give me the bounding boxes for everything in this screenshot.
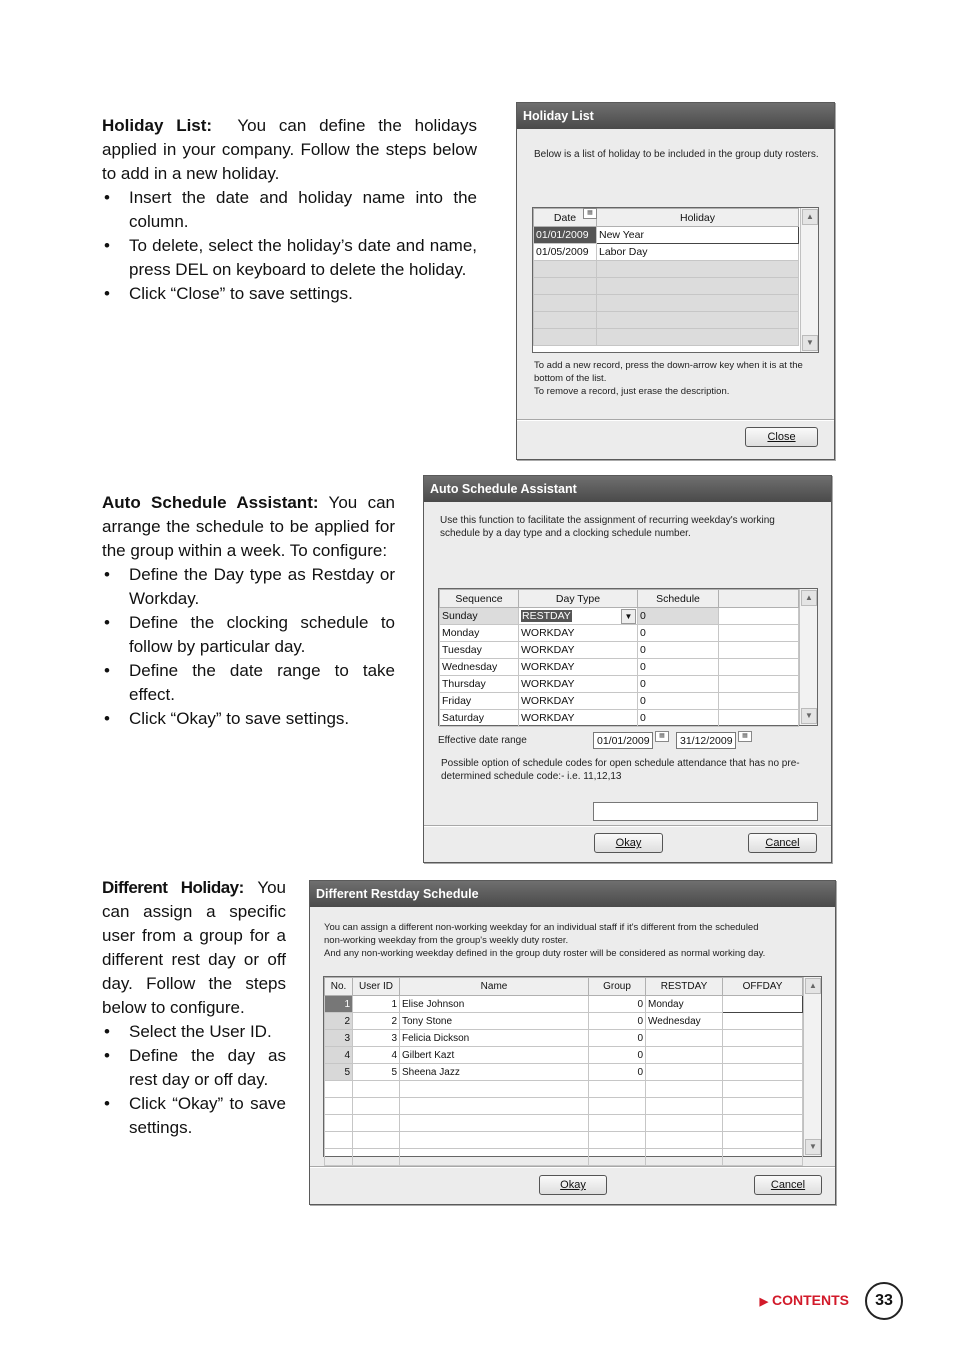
table-row[interactable] [534, 278, 799, 295]
close-button[interactable]: Close [745, 427, 818, 447]
table-row[interactable] [325, 1013, 803, 1030]
note-line: To remove a record, just erase the description. [534, 386, 730, 397]
open-schedule-note: Possible option of schedule codes for open schedule attendance that has no pre-determined schedule code:- i.e. 11,12,13 [441, 758, 800, 782]
date-to-input[interactable]: 31/12/2009 [676, 732, 736, 749]
schedule-grid [438, 588, 818, 726]
row-number[interactable]: 1 [325, 996, 353, 1013]
day-type-cell[interactable]: WORKDAY [519, 710, 638, 727]
table-row[interactable] [325, 1047, 803, 1064]
date-from-input[interactable]: 01/01/2009 [593, 732, 653, 749]
sequence-cell: Friday [440, 693, 519, 710]
restday-grid [323, 976, 822, 1157]
offday-cell[interactable] [723, 996, 803, 1013]
row-number[interactable]: 2 [325, 1013, 353, 1030]
schedule-cell[interactable]: 0 [638, 608, 719, 625]
scrollbar[interactable] [800, 208, 818, 352]
table-row[interactable] [325, 1081, 803, 1098]
description-line: You can assign a different non-working weekday for an individual staff if it's different from the scheduled [324, 922, 759, 933]
sequence-cell: Tuesday [440, 642, 519, 659]
scroll-up-icon[interactable]: ▲ [805, 978, 821, 994]
table-row[interactable] [325, 1115, 803, 1132]
table-row[interactable] [325, 1030, 803, 1047]
table-row[interactable] [440, 710, 799, 727]
table-row[interactable] [534, 329, 799, 346]
holiday-cell[interactable]: Labor Day [597, 244, 799, 261]
holiday-list-heading: Holiday List: [102, 116, 213, 135]
restday-cell[interactable] [646, 1064, 723, 1081]
offday-cell[interactable] [723, 1047, 803, 1064]
name-cell: Tony Stone [400, 1013, 589, 1030]
list-item: • Select the User ID. [102, 1020, 286, 1044]
chevron-down-icon[interactable]: ▼ [621, 609, 636, 624]
window-title: Different Restday Schedule [310, 881, 835, 907]
offday-cell[interactable] [723, 1064, 803, 1081]
group-cell: 0 [589, 1030, 646, 1047]
column-header-user-id[interactable]: User ID [353, 978, 400, 996]
list-item: • Define the date range to take effect. [102, 659, 395, 707]
group-cell: 0 [589, 996, 646, 1013]
okay-button[interactable]: Okay [539, 1175, 607, 1195]
schedule-cell[interactable]: 0 [638, 693, 719, 710]
cancel-button[interactable]: Cancel [748, 833, 817, 853]
name-cell: Sheena Jazz [400, 1064, 589, 1081]
day-type-cell[interactable]: WORKDAY [519, 693, 638, 710]
user-id-cell[interactable]: 5 [353, 1064, 400, 1081]
restday-cell[interactable] [646, 1030, 723, 1047]
column-header-group[interactable]: Group [589, 978, 646, 996]
description-line: And any non-working weekday defined in the group duty roster will be considered as normal working day. [324, 948, 766, 959]
schedule-cell[interactable]: 0 [638, 625, 719, 642]
different-restday-window [309, 880, 836, 1205]
window-note [534, 359, 824, 398]
day-type-value: RESTDAY [522, 610, 571, 622]
different-holiday-section [102, 876, 286, 1140]
group-cell: 0 [589, 1047, 646, 1064]
sequence-cell: Thursday [440, 676, 519, 693]
page-number: 33 [865, 1282, 903, 1320]
different-holiday-intro-text: You can assign a specific user from a group for a different rest day or off day. Follow the steps below to configure. [102, 878, 286, 1017]
table-row[interactable] [325, 1132, 803, 1149]
contents-link-label: CONTENTS [772, 1292, 849, 1308]
scroll-down-icon[interactable]: ▼ [805, 1139, 821, 1155]
note-line: To add a new record, press the down-arrow key when it is at the [534, 360, 803, 371]
divider [424, 825, 831, 827]
sequence-cell: Monday [440, 625, 519, 642]
table-row[interactable] [534, 261, 799, 278]
column-header-sequence[interactable]: Sequence [440, 590, 519, 608]
scroll-down-icon[interactable]: ▼ [802, 335, 818, 351]
holiday-cell[interactable]: New Year [597, 227, 799, 244]
column-header-holiday[interactable]: Holiday [597, 209, 799, 227]
different-holiday-heading: Different Holiday: [102, 878, 244, 897]
calendar-icon[interactable]: ▦ [655, 731, 669, 742]
window-description: Below is a list of holiday to be included in the group duty rosters. [534, 149, 819, 160]
list-item: • Define the clocking schedule to follow by particular day. [102, 611, 395, 659]
restday-cell[interactable]: Wednesday [646, 1013, 723, 1030]
window-title: Holiday List [517, 103, 834, 129]
holiday-list-intro [102, 114, 477, 186]
effective-date-label: Effective date range [438, 735, 527, 746]
day-type-cell[interactable]: WORKDAY [519, 676, 638, 693]
list-item: • Click “Close” to save settings. [102, 282, 477, 306]
column-header-name[interactable]: Name [400, 978, 589, 996]
schedule-cell[interactable]: 0 [638, 642, 719, 659]
auto-schedule-heading: Auto Schedule Assistant: [102, 493, 319, 512]
sequence-cell: Wednesday [440, 659, 519, 676]
note-line: bottom of the list. [534, 373, 607, 384]
table-row[interactable] [440, 625, 799, 642]
window-description [324, 921, 824, 960]
user-id-cell[interactable]: 2 [353, 1013, 400, 1030]
calendar-icon[interactable]: ▦ [738, 731, 752, 742]
table-row[interactable] [325, 1098, 803, 1115]
table-row[interactable] [440, 608, 799, 625]
scrollbar[interactable] [803, 977, 821, 1156]
column-header-schedule[interactable]: Schedule [638, 590, 719, 608]
date-cell[interactable]: 01/05/2009 [534, 244, 597, 261]
scroll-down-icon[interactable]: ▼ [801, 708, 817, 724]
holiday-list-intro-text: You can define the holidays applied in your company. Follow the steps below to add in a new holiday. [102, 116, 478, 183]
table-row[interactable] [534, 244, 799, 261]
column-header-no[interactable]: No. [325, 978, 353, 996]
window-description: Use this function to facilitate the assignment of recurring weekday's working schedule by a day type and a clocking schedule number. [440, 515, 775, 539]
table-row[interactable] [440, 676, 799, 693]
description-line: non-working weekday from the group's weekly duty roster. [324, 935, 569, 946]
table-row[interactable] [534, 227, 799, 244]
auto-schedule-intro-text: You can arrange the schedule to be applied for the group within a week. To configure: [102, 493, 395, 560]
list-item: • Click “Okay” to save settings. [102, 707, 395, 731]
row-number[interactable]: 4 [325, 1047, 353, 1064]
auto-schedule-section [102, 491, 395, 731]
table-row[interactable] [534, 312, 799, 329]
holiday-list-section [102, 114, 477, 306]
list-item: • Define the Day type as Restday or Workday. [102, 563, 395, 611]
different-holiday-intro [102, 876, 286, 1020]
play-arrow-icon: ▶ [759, 1296, 769, 1308]
scroll-up-icon[interactable]: ▲ [802, 209, 818, 225]
list-item: • Insert the date and holiday name into the column. [102, 186, 477, 234]
restday-cell[interactable] [646, 1047, 723, 1064]
date-cell[interactable]: 01/01/2009 [534, 227, 597, 244]
schedule-cell[interactable]: 0 [638, 676, 719, 693]
scroll-up-icon[interactable]: ▲ [801, 590, 817, 606]
column-header-offday[interactable]: OFFDAY [723, 978, 803, 996]
window-title: Auto Schedule Assistant [424, 476, 831, 502]
row-number[interactable]: 5 [325, 1064, 353, 1081]
contents-link[interactable] [760, 1292, 849, 1308]
table-row[interactable] [440, 642, 799, 659]
sequence-cell: Sunday [440, 608, 519, 625]
name-cell: Elise Johnson [400, 996, 589, 1013]
table-row[interactable] [325, 1149, 803, 1166]
holiday-grid [532, 207, 819, 353]
holiday-list-window [516, 102, 835, 460]
list-item: • Define the day as rest day or off day. [102, 1044, 286, 1092]
day-type-cell[interactable]: WORKDAY [519, 659, 638, 676]
schedule-cell[interactable]: 0 [638, 659, 719, 676]
scrollbar[interactable] [799, 589, 817, 725]
calendar-icon[interactable]: ▦ [583, 208, 597, 219]
divider [310, 1166, 835, 1168]
schedule-cell[interactable]: 0 [638, 710, 719, 727]
schedule-codes-input[interactable] [593, 802, 818, 821]
auto-schedule-intro [102, 491, 395, 563]
list-item: • Click “Okay” to save settings. [102, 1092, 286, 1140]
group-cell: 0 [589, 1064, 646, 1081]
okay-button[interactable]: Okay [594, 833, 663, 853]
table-row[interactable] [325, 996, 803, 1013]
column-header-date[interactable]: Date [534, 209, 597, 227]
name-cell: Gilbert Kazt [400, 1047, 589, 1064]
cancel-button[interactable]: Cancel [754, 1175, 822, 1195]
name-cell: Felicia Dickson [400, 1030, 589, 1047]
user-id-cell[interactable]: 3 [353, 1030, 400, 1047]
group-cell: 0 [589, 1013, 646, 1030]
row-number[interactable]: 3 [325, 1030, 353, 1047]
restday-cell[interactable]: Monday [646, 996, 723, 1013]
auto-schedule-window [423, 475, 832, 863]
table-row[interactable] [325, 1064, 803, 1081]
sequence-cell: Saturday [440, 710, 519, 727]
column-header-restday[interactable]: RESTDAY [646, 978, 723, 996]
day-type-select[interactable] [519, 608, 638, 625]
day-type-cell[interactable]: WORKDAY [519, 625, 638, 642]
table-row[interactable] [440, 693, 799, 710]
offday-cell[interactable] [723, 1013, 803, 1030]
table-row[interactable] [534, 295, 799, 312]
user-id-cell[interactable]: 1 [353, 996, 400, 1013]
day-type-cell[interactable]: WORKDAY [519, 642, 638, 659]
user-id-cell[interactable]: 4 [353, 1047, 400, 1064]
table-row[interactable] [440, 659, 799, 676]
column-header-day-type[interactable]: Day Type [519, 590, 638, 608]
list-item: • To delete, select the holiday’s date and name, press DEL on keyboard to delete the holiday. [102, 234, 477, 282]
offday-cell[interactable] [723, 1030, 803, 1047]
divider [517, 419, 834, 421]
